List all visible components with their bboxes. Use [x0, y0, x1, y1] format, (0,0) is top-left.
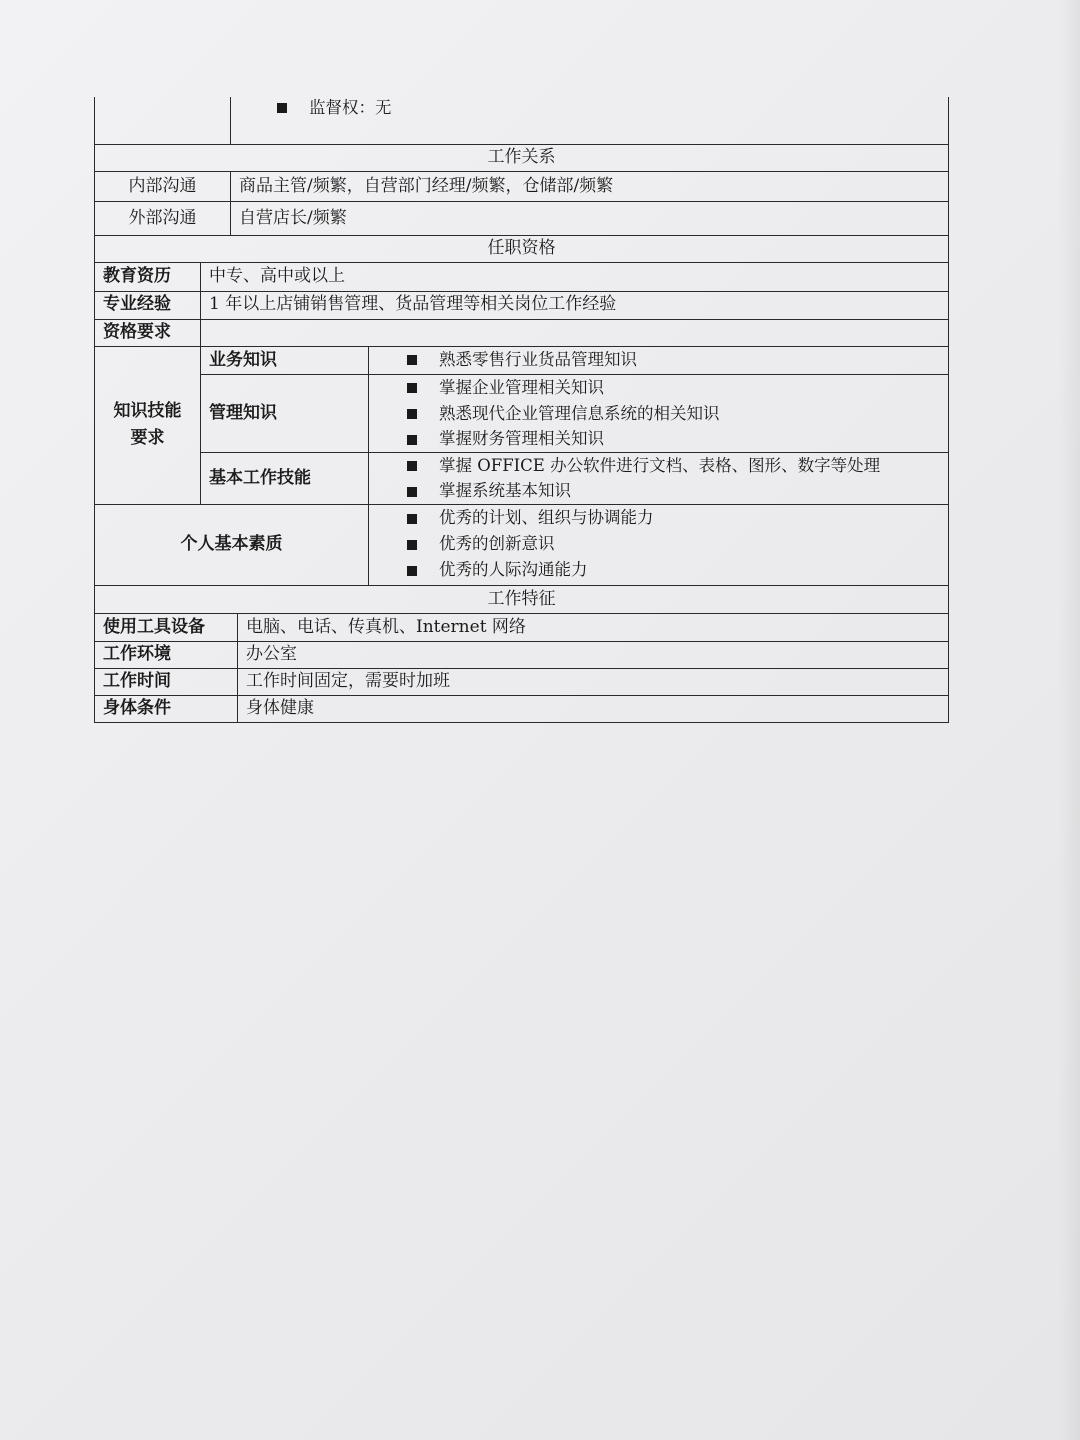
paper-edge-shadow	[1058, 0, 1080, 1440]
knowledge-skills-label	[95, 347, 201, 505]
experience-value: 1 年以上店铺销售管理、货品管理等相关岗位工作经验	[201, 291, 949, 319]
tools-value: 电脑、电话、传真机、Internet 网络	[238, 614, 949, 642]
physical-label: 身体条件	[95, 696, 238, 723]
experience-label: 专业经验	[95, 291, 201, 319]
knowledge-label-line1: 知识技能	[113, 401, 182, 422]
square-bullet-icon	[407, 540, 417, 550]
work-relations-header: 工作关系	[95, 145, 949, 172]
certification-label: 资格要求	[95, 319, 201, 346]
management-knowledge-item: 掌握财务管理相关知识	[439, 429, 604, 449]
square-bullet-icon	[407, 383, 417, 393]
basic-skills-items	[369, 453, 949, 505]
knowledge-label-line2: 要求	[130, 428, 165, 449]
environment-value: 办公室	[238, 642, 949, 669]
education-label: 教育资历	[95, 263, 201, 291]
tools-label: 使用工具设备	[95, 614, 238, 642]
management-knowledge-items	[369, 375, 949, 453]
personal-qualities-table	[94, 505, 949, 586]
personal-qualities-label: 个人基本素质	[95, 505, 369, 585]
top-right-cell	[231, 97, 949, 144]
management-knowledge-item: 熟悉现代企业管理信息系统的相关知识	[439, 403, 720, 423]
basic-skills-label: 基本工作技能	[201, 453, 369, 505]
square-bullet-icon	[407, 487, 417, 497]
knowledge-table	[94, 347, 949, 506]
business-knowledge-items	[369, 347, 949, 375]
management-knowledge-label: 管理知识	[201, 375, 369, 453]
square-bullet-icon	[407, 435, 417, 445]
personal-qualities-items	[369, 505, 949, 585]
internal-comm-label: 内部沟通	[95, 172, 231, 202]
qualifications-table	[94, 263, 949, 347]
square-bullet-icon	[407, 409, 417, 419]
environment-label: 工作环境	[95, 642, 238, 669]
work-time-label: 工作时间	[95, 669, 238, 696]
external-comm-label: 外部沟通	[95, 202, 231, 236]
work-features-header: 工作特征	[95, 586, 949, 614]
top-left-cell	[95, 97, 231, 144]
square-bullet-icon	[407, 514, 417, 524]
business-knowledge-item: 熟悉零售行业货品管理知识	[439, 349, 637, 369]
work-features-table	[94, 586, 949, 724]
personal-quality-item: 优秀的计划、组织与协调能力	[439, 508, 654, 528]
personal-quality-item: 优秀的人际沟通能力	[439, 560, 588, 580]
certification-value	[201, 319, 949, 346]
basic-skills-item: 掌握 OFFICE 办公软件进行文档、表格、图形、数字等处理	[439, 455, 881, 475]
job-description-table	[94, 97, 949, 723]
top-row-table	[94, 97, 949, 145]
square-bullet-icon	[407, 566, 417, 576]
square-bullet-icon	[277, 103, 287, 113]
supervision-right: 监督权：无	[309, 97, 392, 117]
personal-quality-item: 优秀的创新意识	[439, 534, 555, 554]
square-bullet-icon	[407, 461, 417, 471]
internal-comm-value: 商品主管/频繁，自营部门经理/频繁，仓储部/频繁	[231, 172, 949, 202]
work-relations-table	[94, 145, 949, 264]
external-comm-value: 自营店长/频繁	[231, 202, 949, 236]
qualifications-header: 任职资格	[95, 236, 949, 263]
physical-value: 身体健康	[238, 696, 949, 723]
business-knowledge-label: 业务知识	[201, 347, 369, 375]
education-value: 中专、高中或以上	[201, 263, 949, 291]
basic-skills-item: 掌握系统基本知识	[439, 481, 571, 501]
management-knowledge-item: 掌握企业管理相关知识	[439, 377, 604, 397]
square-bullet-icon	[407, 355, 417, 365]
work-time-value: 工作时间固定，需要时加班	[238, 669, 949, 696]
